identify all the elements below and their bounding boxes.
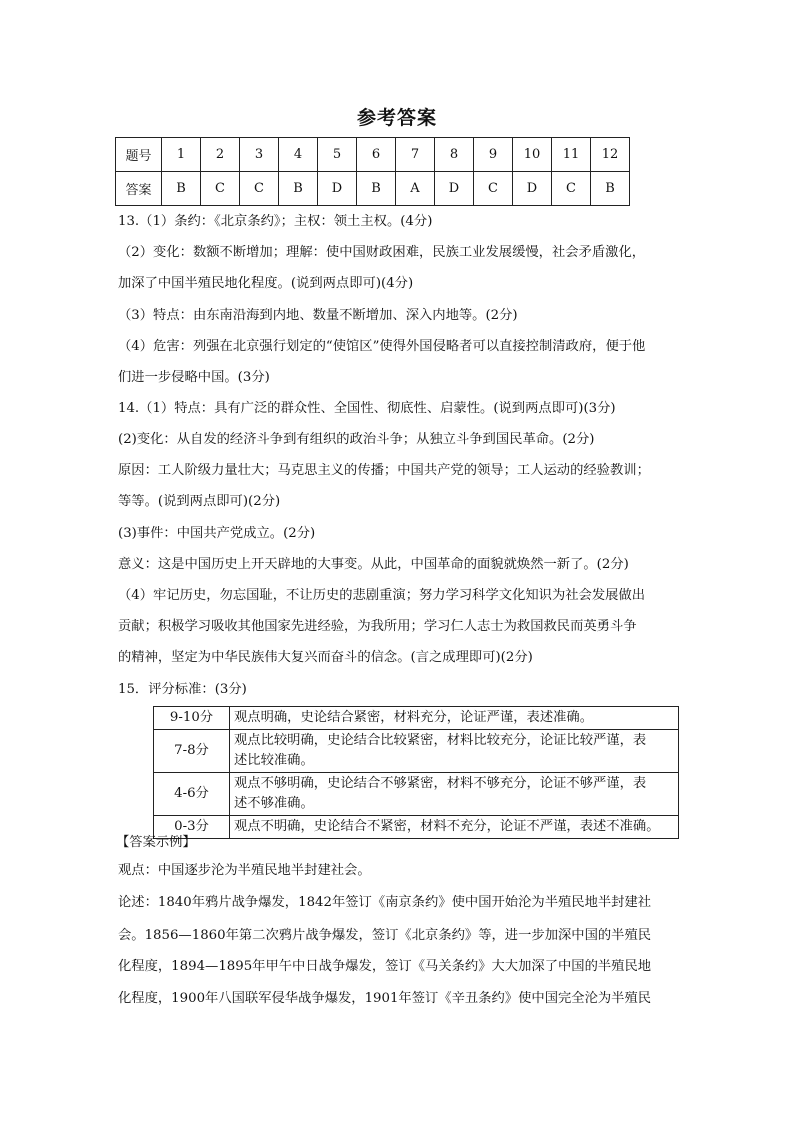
scoring-row — [154, 707, 679, 730]
question-number: 9 — [474, 138, 513, 172]
score-level: 0-3分 — [154, 816, 230, 839]
answer-cell: D — [513, 172, 552, 206]
scoring-row — [154, 773, 679, 816]
answer-cell: A — [396, 172, 435, 206]
answer-line-14-4: （4）牢记历史，勿忘国耻，不让历史的悲剧重演；努力学习科学文化知识为社会发展做出 — [118, 588, 646, 603]
example-line: 会。1856—1860年第二次鸦片战争爆发，签订《北京条约》等，进一步加深中国的半殖民 — [118, 928, 652, 943]
score-description — [230, 730, 679, 773]
question-number: 11 — [552, 138, 591, 172]
answer-cell: C — [474, 172, 513, 206]
question-number: 8 — [435, 138, 474, 172]
question-number: 5 — [318, 138, 357, 172]
answer-row — [116, 172, 630, 206]
score-description-text: 观点不明确，史论结合不紧密，材料不充分，论证不严谨，表述不准确。 — [234, 819, 660, 834]
answer-key-table — [115, 137, 630, 206]
question-number: 7 — [396, 138, 435, 172]
question-number: 12 — [591, 138, 630, 172]
example-line: 观点：中国逐步沦为半殖民地半封建社会。 — [118, 863, 371, 878]
score-description — [230, 707, 679, 730]
scoring-row — [154, 816, 679, 839]
score-description-text: 观点比较明确，史论结合比较紧密，材料比较充分，论证比较严谨，表 — [234, 733, 647, 748]
scoring-row — [154, 730, 679, 773]
example-line: 化程度，1900年八国联军侵华战争爆发，1901年签订《辛丑条约》使中国完全沦为半殖民 — [118, 991, 652, 1006]
answer-cell: B — [591, 172, 630, 206]
answer-cell: B — [279, 172, 318, 206]
score-level: 4-6分 — [154, 773, 230, 816]
answer-line-14-3-meaning: 意义：这是中国历史上开天辟地的大事变。从此，中国革命的面貌就焕然一新了。(2分) — [118, 557, 629, 572]
score-description-text: 观点不够明确，史论结合不够紧密，材料不够充分，论证不够严谨，表 — [234, 776, 647, 791]
answer-cell: D — [435, 172, 474, 206]
answer-line-13-3: （3）特点：由东南沿海到内地、数量不断增加、深入内地等。(2分) — [118, 308, 518, 323]
answer-line-14-2-reason: 原因：工人阶级力量壮大；马克思主义的传播；中国共产党的领导；工人运动的经验教训； — [118, 463, 650, 478]
score-level: 9-10分 — [154, 707, 230, 730]
answer-line-13-1: 13.（1）条约：《北京条约》；主权：领土主权。(4分) — [118, 214, 433, 229]
answer-line-13-2: （2）变化：数额不断增加；理解：使中国财政困难，民族工业发展缓慢，社会矛盾激化， — [118, 245, 646, 260]
answer-cell: B — [357, 172, 396, 206]
answer-line-14-4-cont: 贡献；积极学习吸收其他国家先进经验，为我所用；学习仁人志士为救国救民而英勇斗争 — [118, 619, 637, 634]
example-line: 化程度，1894—1895年甲午中日战争爆发，签订《马关条约》大大加深了中国的半殖民地 — [118, 959, 652, 974]
question-number: 3 — [240, 138, 279, 172]
answer-line-13-4-cont: 们进一步侵略中国。(3分) — [118, 370, 270, 385]
answer-line-14-2-cont: 等等。(说到两点即可)(2分) — [118, 494, 281, 509]
question-number: 4 — [279, 138, 318, 172]
page-title: 参考答案 — [356, 107, 437, 129]
score-description-text: 观点明确，史论结合紧密，材料充分，论证严谨，表述准确。 — [234, 710, 594, 725]
score-description-text: 述不够准确。 — [234, 796, 314, 811]
score-description — [230, 773, 679, 816]
example-heading: 【答案示例】 — [116, 835, 196, 850]
question-number: 10 — [513, 138, 552, 172]
answer-line-14-4-end: 的精神，坚定为中华民族伟大复兴而奋斗的信念。(言之成理即可)(2分) — [118, 650, 533, 665]
row-label-answer: 答案 — [116, 172, 162, 206]
question-number: 2 — [201, 138, 240, 172]
answer-line-13-2-cont: 加深了中国半殖民地化程度。(说到两点即可)(4分) — [118, 276, 414, 291]
answer-cell: C — [240, 172, 279, 206]
question-number-row — [116, 138, 630, 172]
answer-cell: D — [318, 172, 357, 206]
answer-line-13-4: （4）危害：列强在北京强行划定的“使馆区”使得外国侵略者可以直接控制清政府，便于他 — [118, 339, 646, 354]
answer-cell: C — [201, 172, 240, 206]
score-level: 7-8分 — [154, 730, 230, 773]
example-line: 论述：1840年鸦片战争爆发，1842年签订《南京条约》使中国开始沦为半殖民地半封建社 — [118, 895, 652, 910]
score-description-text: 述比较准确。 — [234, 753, 314, 768]
question-number: 1 — [162, 138, 201, 172]
scoring-table — [153, 706, 679, 839]
answer-line-14-1: 14.（1）特点：具有广泛的群众性、全国性、彻底性、启蒙性。(说到两点即可)(3分) — [118, 401, 616, 416]
answer-cell: C — [552, 172, 591, 206]
row-label-number: 题号 — [116, 138, 162, 172]
answer-line-15: 15．评分标准：(3分) — [118, 682, 247, 697]
answer-cell: B — [162, 172, 201, 206]
score-description — [230, 816, 679, 839]
question-number: 6 — [357, 138, 396, 172]
answer-line-14-3: (3)事件：中国共产党成立。(2分) — [118, 526, 316, 541]
answer-line-14-2: (2)变化：从自发的经济斗争到有组织的政治斗争；从独立斗争到国民革命。(2分) — [118, 432, 595, 447]
